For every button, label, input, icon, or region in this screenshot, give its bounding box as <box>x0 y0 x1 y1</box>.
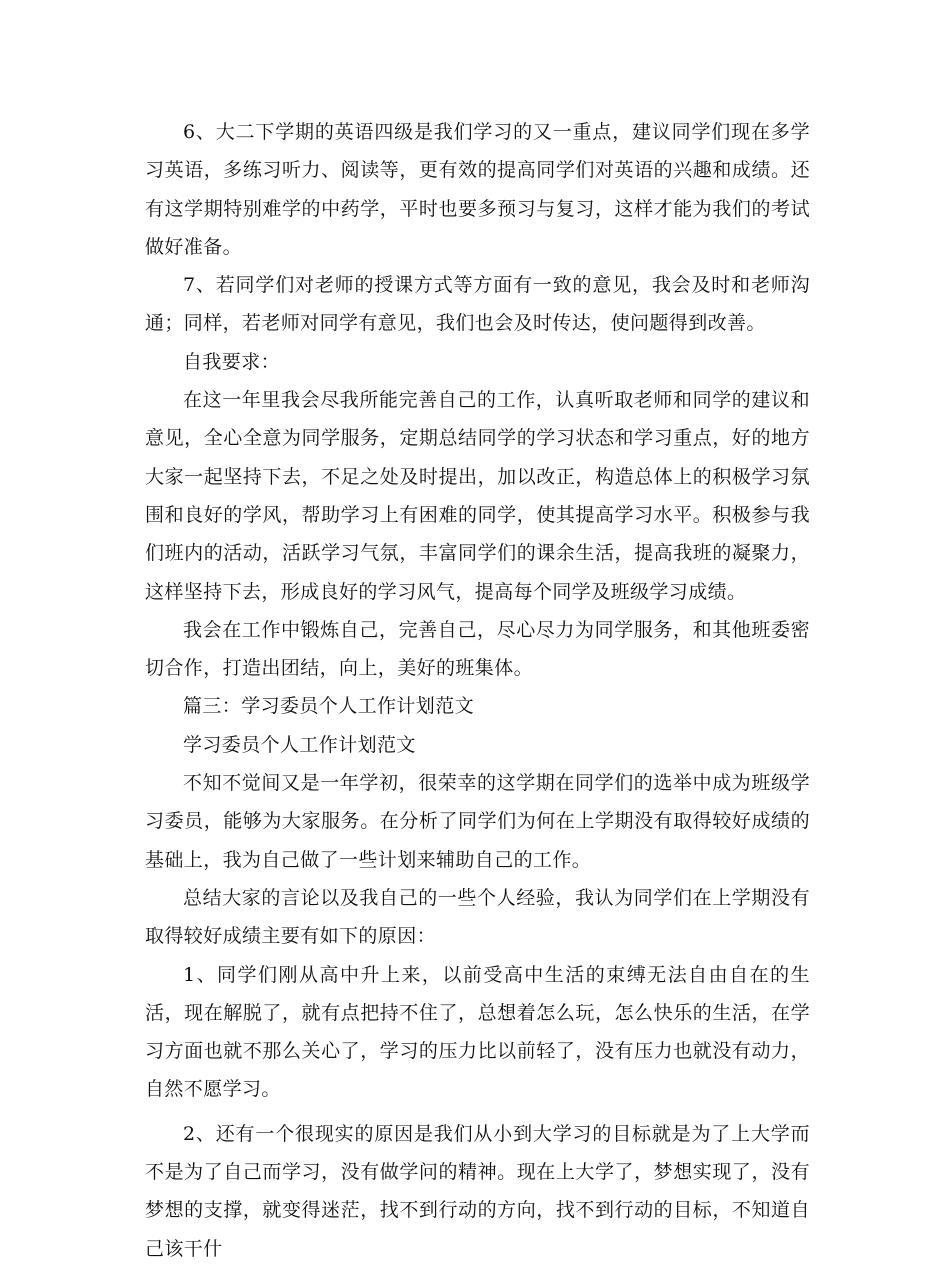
paragraph-reason-1: 1、同学们刚从高中升上来，以前受高中生活的束缚无法自由自在的生活，现在解脱了，就有点把持不住了，总想着怎么玩，怎么快乐的生活，在学习方面也就不那么关心了，学习的压力比以前轻了，没有压力也就没有动力，自然不愿学习。 <box>145 963 810 1101</box>
chapter-heading: 篇三：学习委员个人工作计划范文 <box>183 695 475 718</box>
document-body <box>145 113 810 1268</box>
document-title: 学习委员个人工作计划范文 <box>183 733 416 756</box>
paragraph-intro: 不知不觉间又是一年学初，很荣幸的这学期在同学们的选举中成为班级学习委员，能够为大家服务。在分析了同学们为何在上学期没有取得较好成绩的基础上，我为自己做了一些计划来辅助自己的工作。 <box>145 772 810 871</box>
paragraph-self-requirement: 在这一年里我会尽我所能完善自己的工作，认真听取老师和同学的建议和意见，全心全意为同学服务，定期总结同学的学习状态和学习重点，好的地方大家一起坚持下去，不足之处及时提出，加以改正，构造总体上的积极学习氛围和良好的学风，帮助学习上有困难的同学，使其提高学习水平。积极参与我们班内的活动，活跃学习气氛，丰富同学们的课余生活，提高我班的凝聚力，这样坚持下去，形成良好的学习风气，提高每个同学及班级学习成绩。 <box>145 389 810 603</box>
section-heading-self-requirement: 自我要求： <box>183 350 281 373</box>
paragraph-reasons-summary: 总结大家的言论以及我自己的一些个人经验，我认为同学们在上学期没有取得较好成绩主要有如下的原因： <box>145 886 810 948</box>
paragraph-reason-2: 2、还有一个很现实的原因是我们从小到大学习的目标就是为了上大学而不是为了自己而学习，没有做学问的精神。现在上大学了，梦想实现了，没有梦想的支撑，就变得迷茫，找不到行动的方向，找不到行动的目标，不知道自己该干什 <box>145 1122 810 1260</box>
paragraph-item-6: 6、大二下学期的英语四级是我们学习的又一重点，建议同学们现在多学习英语，多练习听力、阅读等，更有效的提高同学们对英语的兴趣和成绩。还有这学期特别难学的中药学，平时也要多预习与复习，这样才能为我们的考试做好准备。 <box>145 121 810 258</box>
paragraph-self-training: 我会在工作中锻炼自己，完善自己，尽心尽力为同学服务，和其他班委密切合作，打造出团结，向上，美好的班集体。 <box>145 618 810 680</box>
paragraph-item-7: 7、若同学们对老师的授课方式等方面有一致的意见，我会及时和老师沟通；同样，若老师对同学有意见，我们也会及时传达，使问题得到改善。 <box>145 274 810 335</box>
